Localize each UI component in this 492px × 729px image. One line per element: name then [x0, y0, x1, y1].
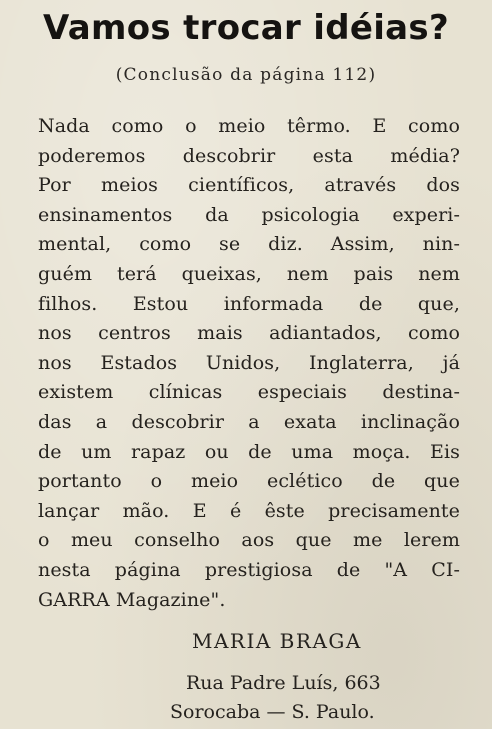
article-body [38, 112, 460, 615]
address-city: Sorocaba — S. Paulo. [170, 701, 375, 723]
body-line: das a descobrir a exata inclinação [38, 410, 460, 433]
article-title: Vamos trocar idéias? [43, 8, 449, 48]
body-line: ensinamentos da psicologia experi- [38, 203, 460, 226]
body-line: de um rapaz ou de uma moça. Eis [38, 440, 460, 463]
body-line: Por meios científicos, através dos [38, 174, 460, 197]
author-signature: MARIA BRAGA [192, 629, 362, 653]
body-line: o meu conselho aos que me lerem [38, 529, 460, 552]
body-line: GARRA Magazine". [38, 588, 226, 611]
body-line: filhos. Estou informada de que, [38, 292, 460, 315]
body-line: existem clínicas especiais destina- [38, 381, 460, 404]
author-address [170, 669, 381, 727]
body-line: mental, como se diz. Assim, nin- [38, 233, 460, 256]
body-line: nos Estados Unidos, Inglaterra, já [38, 351, 460, 374]
body-line: portanto o meio eclético de que [38, 470, 460, 493]
article-subtitle: (Conclusão da página 112) [115, 65, 377, 85]
body-line: nesta página prestigiosa de "A CI- [38, 558, 460, 581]
address-street: Rua Padre Luís, 663 [186, 672, 381, 694]
body-line: guém terá queixas, nem pais nem [38, 262, 460, 285]
body-line: poderemos descobrir esta média? [38, 144, 460, 167]
body-line: lançar mão. E é êste precisamente [38, 499, 460, 522]
body-line: Nada como o meio têrmo. E como [38, 115, 460, 137]
body-line: nos centros mais adiantados, como [38, 322, 460, 345]
